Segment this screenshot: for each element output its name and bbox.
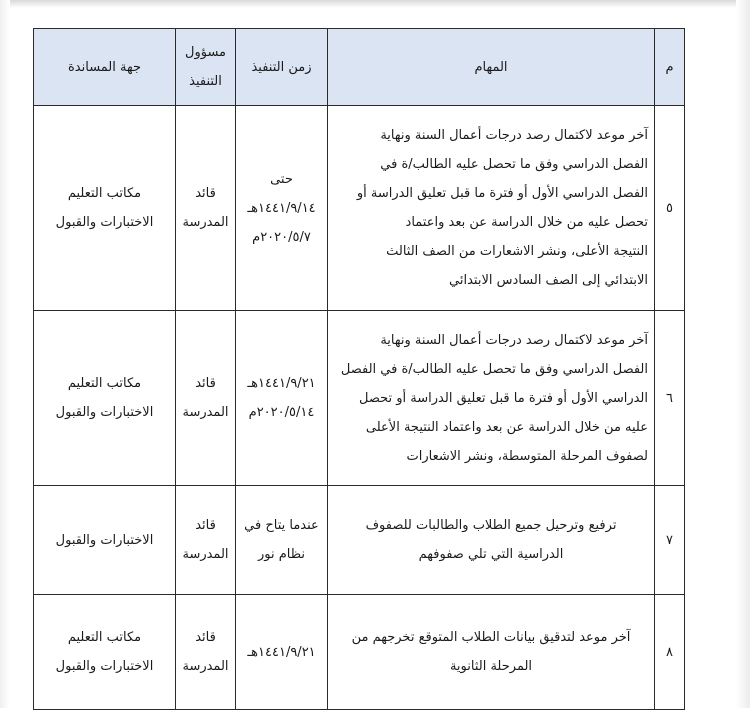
responsible-line: المدرسة (182, 215, 229, 230)
task-line: المرحلة الثانوية (449, 659, 533, 674)
time-cell (236, 595, 328, 710)
task-cell (328, 106, 655, 311)
task-line: الدراسي الأول أو فترة ما قبل تعليق الدراسة أو تحصل (359, 390, 648, 406)
time-line: عندما يتاح في (244, 518, 319, 533)
task-line: ترفيع وترحيل جميع الطلاب والطالبات للصفوف (365, 518, 617, 533)
time-cell (236, 311, 328, 486)
header-support: جهة المساندة (34, 29, 176, 106)
header-responsible: مسؤول التنفيذ (176, 29, 236, 106)
header-num: م (655, 29, 685, 106)
support-line: مكاتب التعليم (67, 376, 142, 391)
responsible-cell (176, 595, 236, 710)
responsible-cell (176, 106, 236, 311)
task-cell (328, 486, 655, 595)
row-num: ٨ (655, 595, 685, 710)
time-line: ١٤٤١/٩/٢١هـ (247, 644, 316, 660)
task-line: آخر موعد لاكتمال رصد درجات أعمال السنة ونهاية (380, 128, 648, 143)
time-line: ٢٠٢٠/٥/١٤م (248, 405, 315, 420)
responsible-line: المدرسة (182, 547, 229, 562)
responsible-line: قائد (195, 518, 216, 533)
task-line: لصفوف المرحلة المتوسطة، ونشر الاشعارات (406, 448, 648, 464)
time-line: حتى (270, 171, 293, 187)
support-cell (34, 595, 176, 710)
support-line: مكاتب التعليم (67, 186, 142, 201)
task-line: الدراسية التي تلي صفوفهم (418, 547, 564, 562)
task-line: تحصل عليه من خلال الدراسة عن بعد واعتماد (405, 215, 648, 230)
task-line: الفصل الدراسي الأول أو فترة ما قبل تعليق الدراسة أو (356, 186, 648, 201)
time-line: ٢٠٢٠/٥/٧م (252, 229, 311, 245)
tasks-table (33, 28, 685, 710)
responsible-line: المدرسة (182, 405, 229, 420)
header-task: المهام (328, 29, 655, 106)
time-line: ١٤٤١/٩/٢١هـ (247, 376, 316, 391)
page-left-edge (0, 0, 10, 708)
support-line: الاختبارات والقبول (55, 659, 154, 674)
page-right-edge (736, 0, 750, 708)
support-cell (34, 106, 176, 311)
task-line: آخر موعد لتدقيق بيانات الطلاب المتوقع تخرجهم من (351, 630, 631, 645)
support-line: الاختبارات والقبول (55, 532, 154, 548)
table-row (34, 311, 685, 486)
support-line: الاختبارات والقبول (55, 405, 154, 420)
task-line: الفصل الدراسي وفق ما تحصل عليه الطالب/ة في (380, 157, 648, 172)
support-line: مكاتب التعليم (67, 630, 142, 645)
table-header-row (34, 29, 685, 106)
responsible-line: المدرسة (182, 659, 229, 674)
responsible-line: قائد (195, 186, 216, 201)
time-line: نظام نور (257, 547, 306, 562)
task-cell (328, 311, 655, 486)
time-line: ١٤٤١/٩/١٤هـ (247, 200, 316, 216)
task-line: النتيجة الأعلى، ونشر الاشعارات من الصف الثالث (386, 244, 648, 259)
support-line: الاختبارات والقبول (55, 215, 154, 230)
table-row (34, 595, 685, 710)
task-line: الابتدائي إلى الصف السادس الابتدائي (449, 273, 648, 288)
responsible-line: قائد (195, 376, 216, 391)
responsible-cell (176, 311, 236, 486)
task-cell (328, 595, 655, 710)
row-num: ٧ (655, 486, 685, 595)
time-cell (236, 106, 328, 311)
support-cell (34, 311, 176, 486)
responsible-line: قائد (195, 630, 216, 645)
table-row (34, 486, 685, 595)
time-cell (236, 486, 328, 595)
table-row (34, 106, 685, 311)
row-num: ٥ (655, 106, 685, 311)
row-num: ٦ (655, 311, 685, 486)
task-line: عليه من خلال الدراسة عن بعد واعتماد النتيجة الأعلى (365, 419, 648, 435)
page-top-shadow (0, 0, 750, 8)
task-line: آخر موعد لاكتمال رصد درجات أعمال السنة ونهاية (380, 332, 648, 348)
task-line: الفصل الدراسي وفق ما تحصل عليه الطالب/ة في الفصل (340, 361, 648, 377)
header-time: زمن التنفيذ (236, 29, 328, 106)
responsible-cell (176, 486, 236, 595)
support-cell (34, 486, 176, 595)
